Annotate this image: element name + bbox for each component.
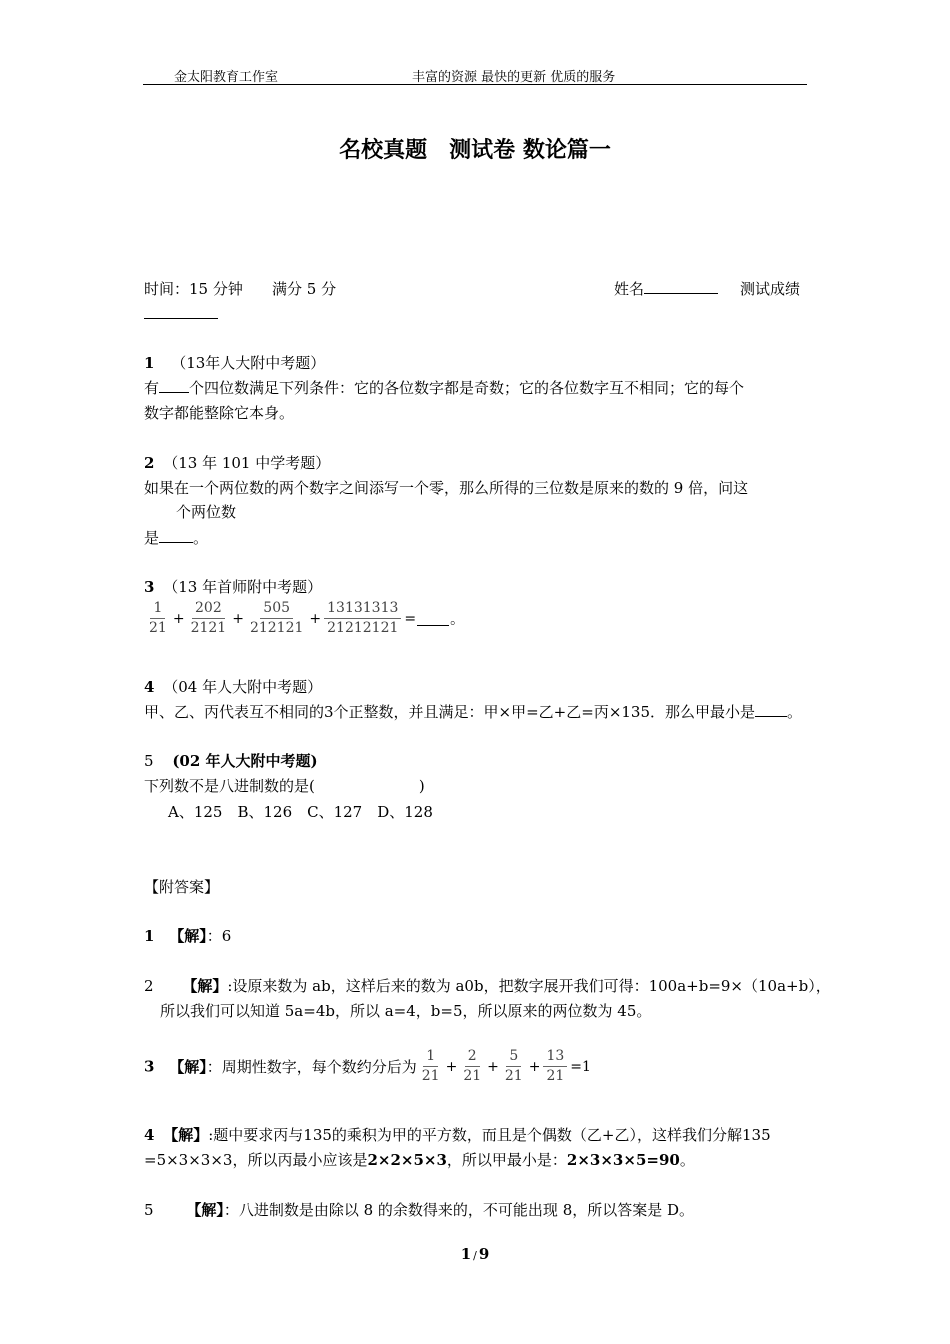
q3-fraction-1: $\frac{1}{21}$: [149, 600, 167, 636]
answer-1-number: 1: [144, 927, 155, 945]
page-title: 名校真题 测试卷 数论篇一: [339, 138, 611, 163]
answer-4-text-2a: =5×3×3×3，所以丙最小应该是: [144, 1151, 368, 1169]
answer-4-text-2c: ，所以甲最小是：: [446, 1151, 567, 1169]
plus-sign: +: [528, 1058, 541, 1075]
answer-5: [144, 1199, 694, 1220]
answer-3-fraction-2: $\frac{2}{21}$: [463, 1048, 482, 1084]
q4-end: 。: [787, 703, 803, 721]
q2-line1: 如果在一个两位数的两个数字之间添写一个零，那么所得的三位数是原来的数的 9 倍，问这: [144, 479, 749, 497]
answer-4-line1: [144, 1124, 771, 1145]
info-full-score: 满分 5 分: [272, 280, 337, 298]
q3-heading: [144, 576, 322, 597]
answer-1-tag: 【解】: [169, 927, 207, 945]
answer-4-text-2d: 2×3×3×5=90: [566, 1151, 680, 1169]
q5-line: [144, 775, 425, 796]
plus-sign: +: [309, 610, 322, 627]
answer-3-fraction-1: $\frac{1}{21}$: [421, 1048, 440, 1084]
q2-number: 2: [144, 454, 155, 472]
score-blank[interactable]: [144, 318, 218, 319]
page-sep: /: [473, 1249, 477, 1262]
equals-sign: =: [404, 610, 417, 627]
answer-5-text: ：八进制数是由除以 8 的余数得来的，不可能出现 8，所以答案是 D。: [223, 1201, 695, 1219]
q5-heading: [144, 750, 318, 771]
q4-text: 甲、乙、丙代表互不相同的3个正整数，并且满足：甲×甲=乙+乙=丙×135．那么甲最小是: [144, 703, 756, 721]
header-rule: [143, 84, 807, 85]
q3-expression: [144, 600, 465, 637]
q1-pre: 有: [144, 379, 160, 397]
q2-heading: [144, 452, 330, 473]
answer-2-line1: [144, 975, 831, 996]
q1-source: （13年人大附中考题）: [171, 354, 326, 372]
q3-source: （13 年首师附中考题）: [163, 578, 323, 596]
q5-close: ): [418, 777, 425, 795]
info-name: [614, 278, 718, 299]
q3-fraction-4: $\frac{13131313}{21212121}$: [324, 600, 401, 637]
q3-blank[interactable]: [417, 611, 449, 626]
q1-post: 个四位数满足下列条件：它的各位数字都是奇数；它的各位数字互不相同；它的每个: [189, 379, 745, 397]
answer-2-tag: 【解】: [182, 977, 228, 995]
answer-4-line2: [144, 1149, 695, 1170]
answer-2-number: 2: [144, 977, 154, 995]
answer-1-text: ：6: [206, 927, 232, 945]
answer-3-number: 3: [144, 1057, 155, 1076]
q3-fraction-3: $\frac{505}{212121}$: [249, 600, 304, 636]
answer-3-result: =1: [570, 1058, 591, 1075]
page-number: [0, 1245, 950, 1263]
name-blank[interactable]: [644, 279, 718, 294]
q5-text: 下列数不是八进制数的是(: [144, 777, 315, 795]
q4-blank[interactable]: [755, 702, 787, 717]
q1-line2: 数字都能整除它本身。: [144, 404, 295, 422]
info-time: 时间：15 分钟: [144, 280, 243, 298]
q1-heading: [144, 352, 325, 373]
q2-line3-text: 是: [144, 529, 160, 547]
answer-3-tag: 【解】: [169, 1058, 207, 1076]
answer-2-text-1: :设原来数为 ab，这样后来的数为 a0b，把数字展开我们可得：100a+b=9×（10a+b），: [227, 977, 831, 995]
answer-4-number: 4: [144, 1126, 155, 1144]
q1-blank[interactable]: [159, 378, 189, 393]
plus-sign: +: [172, 610, 185, 627]
header-right: 丰富的资源 最快的更新 优质的服务: [412, 70, 616, 85]
answer-5-number: 5: [144, 1201, 154, 1219]
q4-source: （04 年人大附中考题）: [163, 678, 323, 696]
q2-line2: 个两位数: [176, 503, 237, 521]
answer-5-tag: 【解】: [186, 1201, 224, 1219]
q2-line3: [144, 527, 208, 548]
q5-options: A、125 B、126 C、127 D、128: [168, 803, 433, 821]
q5-number: 5: [144, 752, 154, 770]
answer-3-text: ：周期性数字，每个数约分后为: [206, 1058, 417, 1076]
plus-sign: +: [487, 1058, 499, 1075]
answer-2-line2: 所以我们可以知道 5a=4b，所以 a=4，b=5，所以原来的两位数为 45。: [160, 1002, 652, 1020]
answer-4-text-1: :题中要求丙与135的乘积为甲的平方数，而且是个偶数（乙+乙），这样我们分解135: [208, 1126, 771, 1144]
answer-4-tag: 【解】: [163, 1126, 209, 1144]
answer-3-fraction-4: $\frac{13}{21}$: [543, 1048, 567, 1085]
answer-4-text-2e: 。: [679, 1151, 695, 1169]
q1-number: 1: [144, 354, 155, 372]
answers-heading: 【附答案】: [144, 878, 220, 896]
header-left: 金太阳教育工作室: [174, 70, 279, 85]
plus-sign: +: [232, 610, 244, 627]
q3-end: 。: [450, 611, 465, 628]
q2-source: （13 年 101 中学考题）: [163, 454, 331, 472]
answer-3: [144, 1048, 592, 1085]
q2-line3-end: 。: [193, 529, 209, 547]
q1-line1: [144, 377, 744, 398]
answer-4-text-2b: 2×2×5×3: [367, 1151, 447, 1169]
q4-number: 4: [144, 678, 155, 696]
plus-sign: +: [445, 1058, 458, 1075]
page-total: 9: [478, 1245, 490, 1263]
page-current: 1: [460, 1245, 472, 1263]
q3-fraction-2: $\frac{202}{2121}$: [190, 600, 227, 636]
answer-3-fraction-3: $\frac{5}{21}$: [504, 1048, 523, 1084]
q3-number: 3: [144, 578, 155, 596]
q5-source: (02 年人大附中考题): [172, 752, 318, 770]
info-score-label: 测试成绩: [740, 280, 801, 298]
info-name-label: 姓名: [614, 280, 645, 298]
q2-blank[interactable]: [159, 528, 193, 543]
q4-line: [144, 701, 802, 722]
answer-1: [144, 925, 231, 946]
q4-heading: [144, 676, 322, 697]
